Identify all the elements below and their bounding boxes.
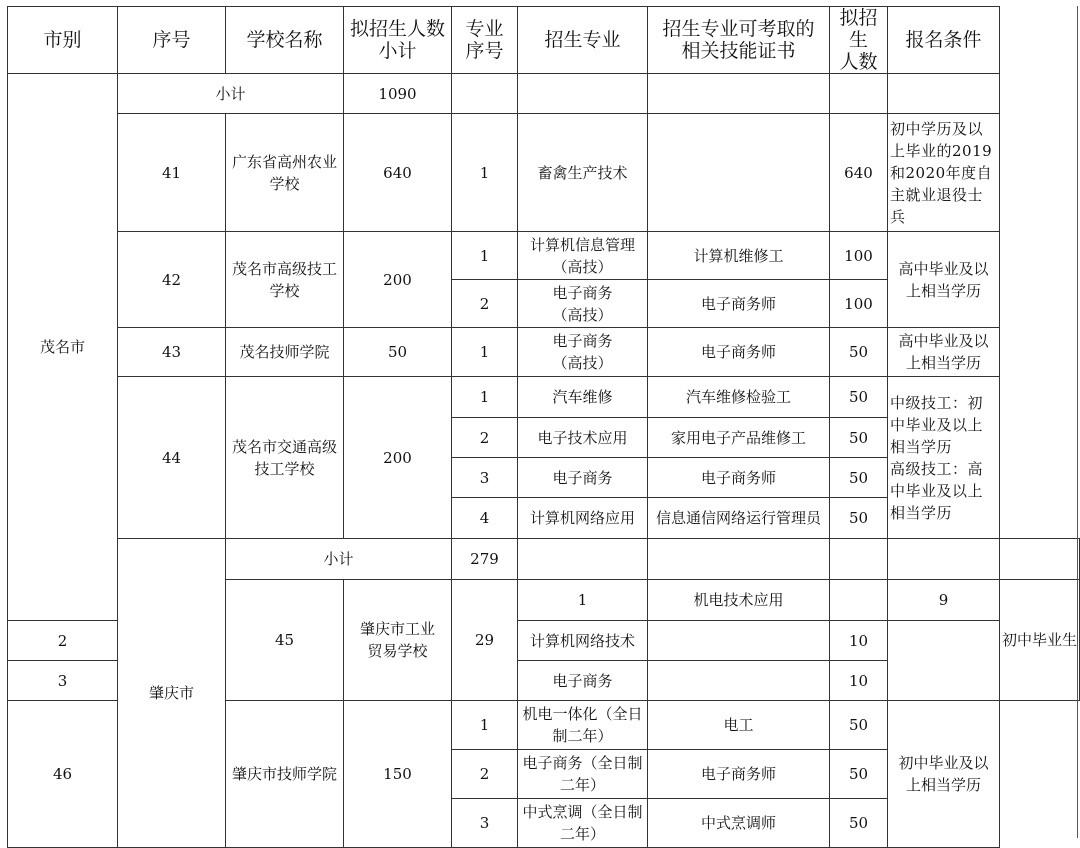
- subtotal-value: 1090: [344, 74, 452, 114]
- header-city: 市别: [8, 7, 118, 74]
- major-seq: 1: [452, 232, 518, 280]
- header-seq: 序号: [118, 7, 226, 74]
- major-name: 机电一体化（全日 制二年）: [518, 701, 648, 750]
- major-count: 50: [830, 328, 888, 377]
- major-name: 中式烹调（全日制 二年）: [518, 799, 648, 848]
- header-cert: 招生专业可考取的 相关技能证书: [648, 7, 830, 74]
- school-seq: 46: [8, 701, 118, 848]
- major-seq: 2: [8, 621, 118, 661]
- enroll-condition: 初中毕业及以 上相当学历: [888, 701, 1000, 848]
- school-name: 茂名市高级技工 学校: [226, 232, 344, 328]
- table-row: [8, 232, 1080, 280]
- school-subtotal: 29: [452, 580, 518, 701]
- major-seq: 3: [8, 661, 118, 701]
- major-seq: 4: [452, 498, 518, 539]
- enrollment-table: [7, 6, 1080, 848]
- major-count: 100: [830, 232, 888, 280]
- major-count: 10: [830, 661, 888, 701]
- subtotal-label: 小计: [118, 74, 344, 114]
- major-cert: 电子商务师: [648, 280, 830, 328]
- major-name: 电子商务 （高技）: [518, 280, 648, 328]
- header-cond: 报名条件: [888, 7, 1000, 74]
- major-count: 50: [830, 799, 888, 848]
- major-count: 50: [830, 750, 888, 799]
- school-seq: 44: [118, 377, 226, 539]
- enroll-condition: 初中学历及以上毕业的2019和2020年度自主就业退役士兵: [888, 114, 1000, 232]
- major-seq: 3: [452, 458, 518, 498]
- subtotal-label: 小计: [226, 539, 452, 580]
- major-cert: 中式烹调师: [648, 799, 830, 848]
- table-row: [8, 114, 1080, 232]
- school-seq: 41: [118, 114, 226, 232]
- major-count: 50: [830, 418, 888, 458]
- header-count: 拟招生 人数: [830, 7, 888, 74]
- major-seq: 1: [452, 377, 518, 418]
- major-seq: 1: [452, 701, 518, 750]
- school-subtotal: 200: [344, 377, 452, 539]
- major-cert: [648, 621, 830, 661]
- right-edge-line: [1077, 6, 1078, 838]
- major-cert: 电子商务师: [648, 328, 830, 377]
- header-row: [8, 7, 1080, 74]
- major-cert: [648, 661, 830, 701]
- school-name: 茂名市交通高级 技工学校: [226, 377, 344, 539]
- major-name: 畜禽生产技术: [518, 114, 648, 232]
- school-name: 肇庆市工业 贸易学校: [344, 580, 452, 701]
- major-seq: 2: [452, 750, 518, 799]
- major-seq: 3: [452, 799, 518, 848]
- city-maoming: 茂名市: [8, 74, 118, 621]
- major-name: 计算机信息管理 （高技）: [518, 232, 648, 280]
- header-subtotal: 拟招生人数 小计: [344, 7, 452, 74]
- major-seq: 1: [518, 580, 648, 621]
- table-row: [8, 74, 1080, 114]
- subtotal-value: 279: [452, 539, 518, 580]
- major-count: 9: [888, 580, 1000, 621]
- table-row: [8, 539, 1080, 580]
- major-name: 电子商务: [518, 661, 648, 701]
- major-cert: 信息通信网络运行管理员: [648, 498, 830, 539]
- major-seq: 1: [452, 328, 518, 377]
- major-name: 电子商务: [518, 458, 648, 498]
- enroll-condition: 中级技工：初中毕业及以上相当学历 高级技工：高中毕业及以上相当学历: [888, 377, 1000, 539]
- major-name: 机电技术应用: [648, 580, 830, 621]
- major-count: 50: [830, 498, 888, 539]
- major-seq: 1: [452, 114, 518, 232]
- major-name: 汽车维修: [518, 377, 648, 418]
- school-subtotal: 50: [344, 328, 452, 377]
- school-seq: 43: [118, 328, 226, 377]
- school-seq: 45: [226, 580, 344, 701]
- major-count: 10: [830, 621, 888, 661]
- enroll-condition: 初中毕业生: [1000, 580, 1080, 701]
- major-name: 计算机网络技术: [518, 621, 648, 661]
- header-major: 招生专业: [518, 7, 648, 74]
- major-cert: 电子商务师: [648, 750, 830, 799]
- major-seq: 2: [452, 418, 518, 458]
- major-name: 电子商务（全日制 二年）: [518, 750, 648, 799]
- major-cert: [830, 580, 888, 621]
- major-cert: [648, 114, 830, 232]
- major-name: 电子商务 （高技）: [518, 328, 648, 377]
- major-name: 电子技术应用: [518, 418, 648, 458]
- school-seq: 42: [118, 232, 226, 328]
- school-subtotal: 200: [344, 232, 452, 328]
- major-cert: 电子商务师: [648, 458, 830, 498]
- major-seq: 2: [452, 280, 518, 328]
- header-school: 学校名称: [226, 7, 344, 74]
- major-count: 50: [830, 701, 888, 750]
- major-count: 50: [830, 458, 888, 498]
- table-row: [8, 377, 1080, 418]
- header-major-seq: 专业 序号: [452, 7, 518, 74]
- major-count: 100: [830, 280, 888, 328]
- enroll-condition: 高中毕业及以 上相当学历: [888, 232, 1000, 328]
- major-cert: 家用电子产品维修工: [648, 418, 830, 458]
- table-row: [8, 328, 1080, 377]
- school-name: 广东省高州农业 学校: [226, 114, 344, 232]
- major-count: 50: [830, 377, 888, 418]
- major-cert: 汽车维修检验工: [648, 377, 830, 418]
- major-cert: 电工: [648, 701, 830, 750]
- city-zhaoqing: 肇庆市: [118, 539, 226, 848]
- school-subtotal: 150: [344, 701, 452, 848]
- major-name: 计算机网络应用: [518, 498, 648, 539]
- enroll-condition: 高中毕业及以 上相当学历: [888, 328, 1000, 377]
- school-name: 茂名技师学院: [226, 328, 344, 377]
- school-name: 肇庆市技师学院: [226, 701, 344, 848]
- school-subtotal: 640: [344, 114, 452, 232]
- major-count: 640: [830, 114, 888, 232]
- major-cert: 计算机维修工: [648, 232, 830, 280]
